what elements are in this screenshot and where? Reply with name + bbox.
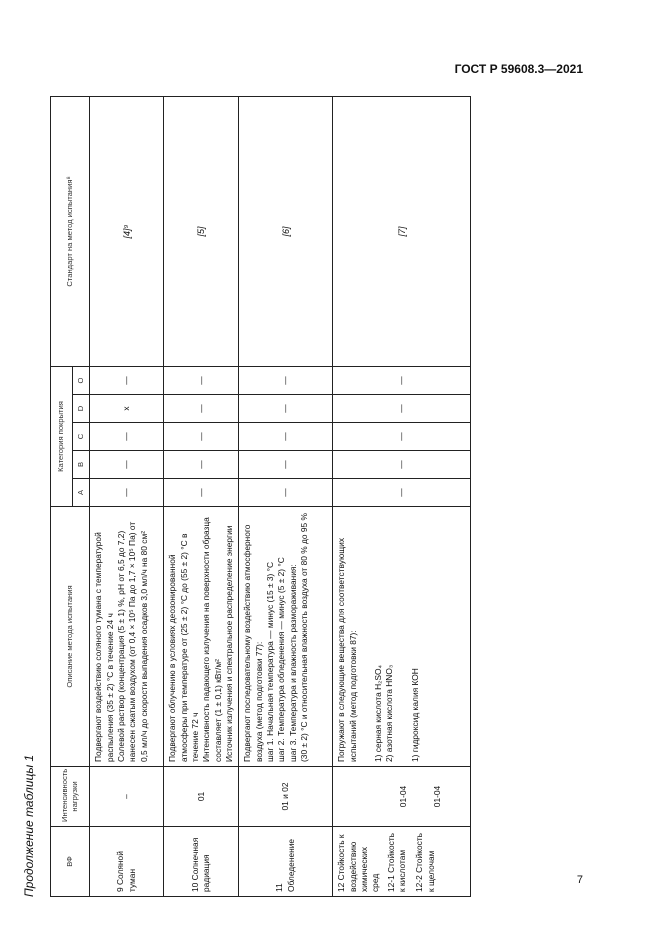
header-cat-a: A: [73, 479, 90, 507]
cell-standard: [7]: [333, 96, 471, 366]
page-number: 7: [576, 874, 583, 886]
header-category: Категория покрытия: [51, 366, 73, 506]
cell-cat-b: —: [164, 451, 239, 479]
header-vf: ВФ: [51, 827, 90, 897]
cell-cat-d: —: [239, 395, 333, 423]
cell-cat-b: —: [239, 451, 333, 479]
cell-cat-b: —: [333, 451, 471, 479]
cell-description: Подвергают облучению в условиях деозонированной атмосферы при температуре от (25 ± 2) °С до (55 ± 2) °С в течение 72 ч Интенсивность падающего излучения на поверхности образца составляет (1 ± 0,1) кВт/м² Источник излучения и спектральное распределение энергии: [164, 507, 239, 767]
header-cat-o: O: [73, 366, 90, 394]
desc-intro: Погружают в следующие вещества для соответствующих испытаний (метод подготовки 87):: [336, 537, 358, 762]
cell-vf: 9 Соляной туман: [90, 827, 164, 897]
cell-vf: 11 Обледенение: [239, 827, 333, 897]
desc-alkali: 1) гидроксид калия КОН: [409, 668, 420, 762]
cell-cat-d: —: [333, 395, 471, 423]
cell-cat-a: —: [333, 479, 471, 507]
cell-cat-c: —: [333, 423, 471, 451]
cell-cat-b: —: [90, 451, 164, 479]
cell-cat-o: —: [90, 366, 164, 394]
vf-chemical-title: 12 Стойкость к воздействию химических сред: [336, 834, 381, 892]
intensity-alkali: 01-04: [431, 785, 442, 808]
vf-alkali: 12-2 Стойкость к щелочам: [414, 832, 436, 892]
test-methods-table: [50, 96, 471, 897]
cell-standard: [5]: [164, 96, 239, 366]
cell-cat-d: x: [90, 395, 164, 423]
table-caption: Продолжение таблицы 1: [22, 754, 36, 897]
table-row: [90, 96, 164, 896]
cell-standard: [4]⁹: [90, 96, 164, 366]
header-description: Описание метода испытания: [51, 507, 90, 767]
table-row: [164, 96, 239, 896]
cell-cat-c: —: [90, 423, 164, 451]
cell-description: Подвергают последовательному воздействию атмосферного воздуха (метод подготовки 77): шаг 1. Начальная температура — минус (15 ± 3) °С шаг 2. Температура обледенения — минус (5 ± 2) °С шаг 3. Температура и влажность размораживания: (30 ± 2) °С и относительная влажность воздуха от 80 % до 95 %: [239, 507, 333, 767]
cell-cat-o: —: [239, 366, 333, 394]
table-row: [239, 96, 333, 896]
header-cat-b: B: [73, 451, 90, 479]
cell-cat-o: —: [164, 366, 239, 394]
desc-acid-2: 2) азотная кислота HNO₃: [384, 664, 395, 762]
cell-cat-c: —: [239, 423, 333, 451]
header-cat-c: C: [73, 423, 90, 451]
vf-acids: 12-1 Стойкость к кислотам: [385, 832, 408, 892]
cell-cat-c: —: [164, 423, 239, 451]
cell-description: Подвергают воздействию соляного тумана с температурой распыления (35 ± 2) °С в течение 24 ч Солевой раствор (концентрация (5 ± 1) %, pH от 6,5 до 7,2) нанесен сжатым воздухом (от 0,4 × 10⁵ Па до 1,7 × 10⁵ Па) от 0,5 мл/ч до скорости выпадения осадков 3,0 мл/ч на 80 см²: [90, 507, 164, 767]
cell-cat-a: —: [164, 479, 239, 507]
cell-intensity: [333, 767, 471, 827]
cell-cat-o: —: [333, 366, 471, 394]
rotated-table-block: [22, 97, 466, 897]
desc-acid-1: 1) серная кислота H₂SO₄: [373, 665, 383, 762]
standard-number-header: ГОСТ Р 59608.3—2021: [454, 62, 583, 76]
cell-description: [333, 507, 471, 767]
cell-vf: [333, 827, 471, 897]
cell-vf: 10 Солнечная радиация: [164, 827, 239, 897]
cell-cat-a: —: [90, 479, 164, 507]
intensity-acids: 01-04: [398, 785, 409, 808]
cell-cat-d: —: [164, 395, 239, 423]
header-intensity: Интенсивность нагрузки: [51, 767, 90, 827]
table-row: [333, 96, 471, 896]
cell-standard: [6]: [239, 96, 333, 366]
cell-intensity: –: [90, 767, 164, 827]
cell-intensity: 01 и 02: [239, 767, 333, 827]
cell-intensity: 01: [164, 767, 239, 827]
header-cat-d: D: [73, 395, 90, 423]
header-standard: Стандарт на метод испытания⁸: [51, 96, 90, 366]
cell-cat-a: —: [239, 479, 333, 507]
